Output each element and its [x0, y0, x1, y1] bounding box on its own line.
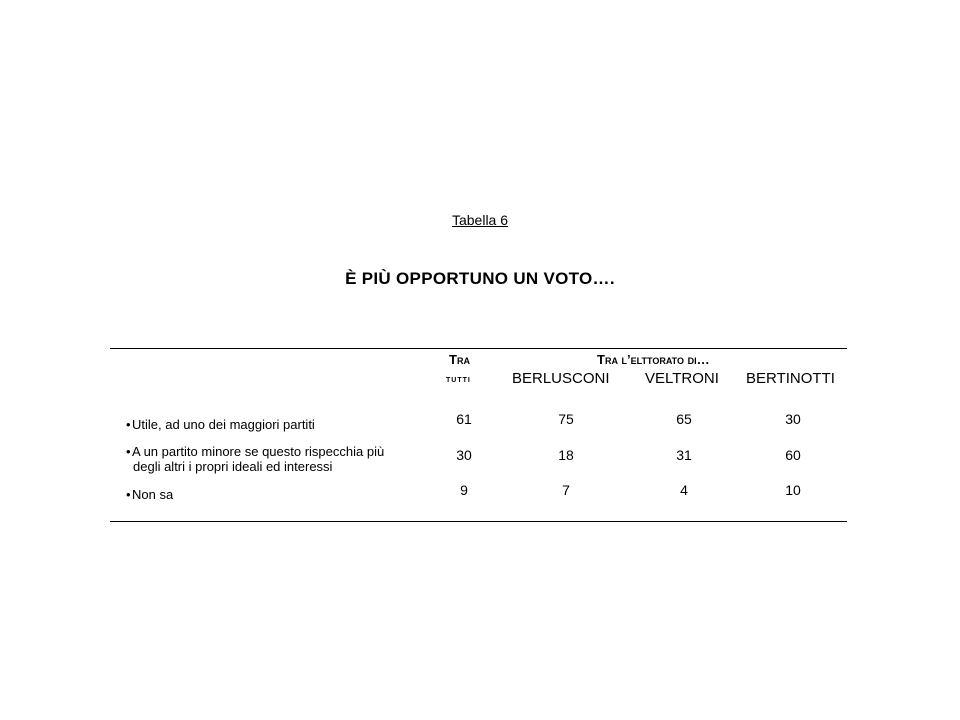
cell-r1-veltroni: 65 — [676, 411, 692, 427]
row-label-text: A un partito minore se questo rispecchia più — [132, 444, 385, 459]
row-label-3 — [126, 487, 173, 502]
row-label-1 — [126, 417, 315, 432]
top-rule — [110, 348, 847, 349]
cell-r2-bertinotti: 60 — [785, 447, 801, 463]
bottom-rule — [110, 521, 847, 522]
cell-r3-berlusconi: 7 — [562, 482, 570, 498]
cell-r1-all: 61 — [456, 411, 472, 427]
header-all-line1: Tra — [449, 352, 470, 367]
header-all-line2: tutti — [446, 374, 471, 385]
column-header-berlusconi: BERLUSCONI — [512, 370, 610, 387]
cell-r1-bertinotti: 30 — [785, 411, 801, 427]
cell-r1-berlusconi: 75 — [558, 411, 574, 427]
bullet-icon: • — [126, 417, 131, 432]
cell-r2-berlusconi: 18 — [558, 447, 574, 463]
bullet-icon: • — [126, 487, 131, 502]
row-label-text: Utile, ad uno dei maggiori partiti — [132, 417, 315, 432]
column-header-veltroni: VELTRONI — [645, 370, 719, 387]
row-label-text-line2: degli altri i propri ideali ed interessi — [133, 459, 333, 474]
cell-r2-all: 30 — [456, 447, 472, 463]
row-label-text: Non sa — [132, 487, 174, 502]
cell-r2-veltroni: 31 — [676, 447, 692, 463]
table-title: È PIÙ OPPORTUNO UN VOTO…. — [345, 269, 615, 288]
cell-r3-all: 9 — [460, 482, 468, 498]
cell-r3-veltroni: 4 — [680, 482, 688, 498]
row-label-2 — [126, 444, 384, 474]
header-electorate: Tra l’elttorato di… — [597, 352, 710, 367]
column-header-bertinotti: BERTINOTTI — [746, 370, 835, 387]
cell-r3-bertinotti: 10 — [785, 482, 801, 498]
bullet-icon: • — [126, 444, 131, 459]
table-caption: Tabella 6 — [451, 212, 509, 228]
